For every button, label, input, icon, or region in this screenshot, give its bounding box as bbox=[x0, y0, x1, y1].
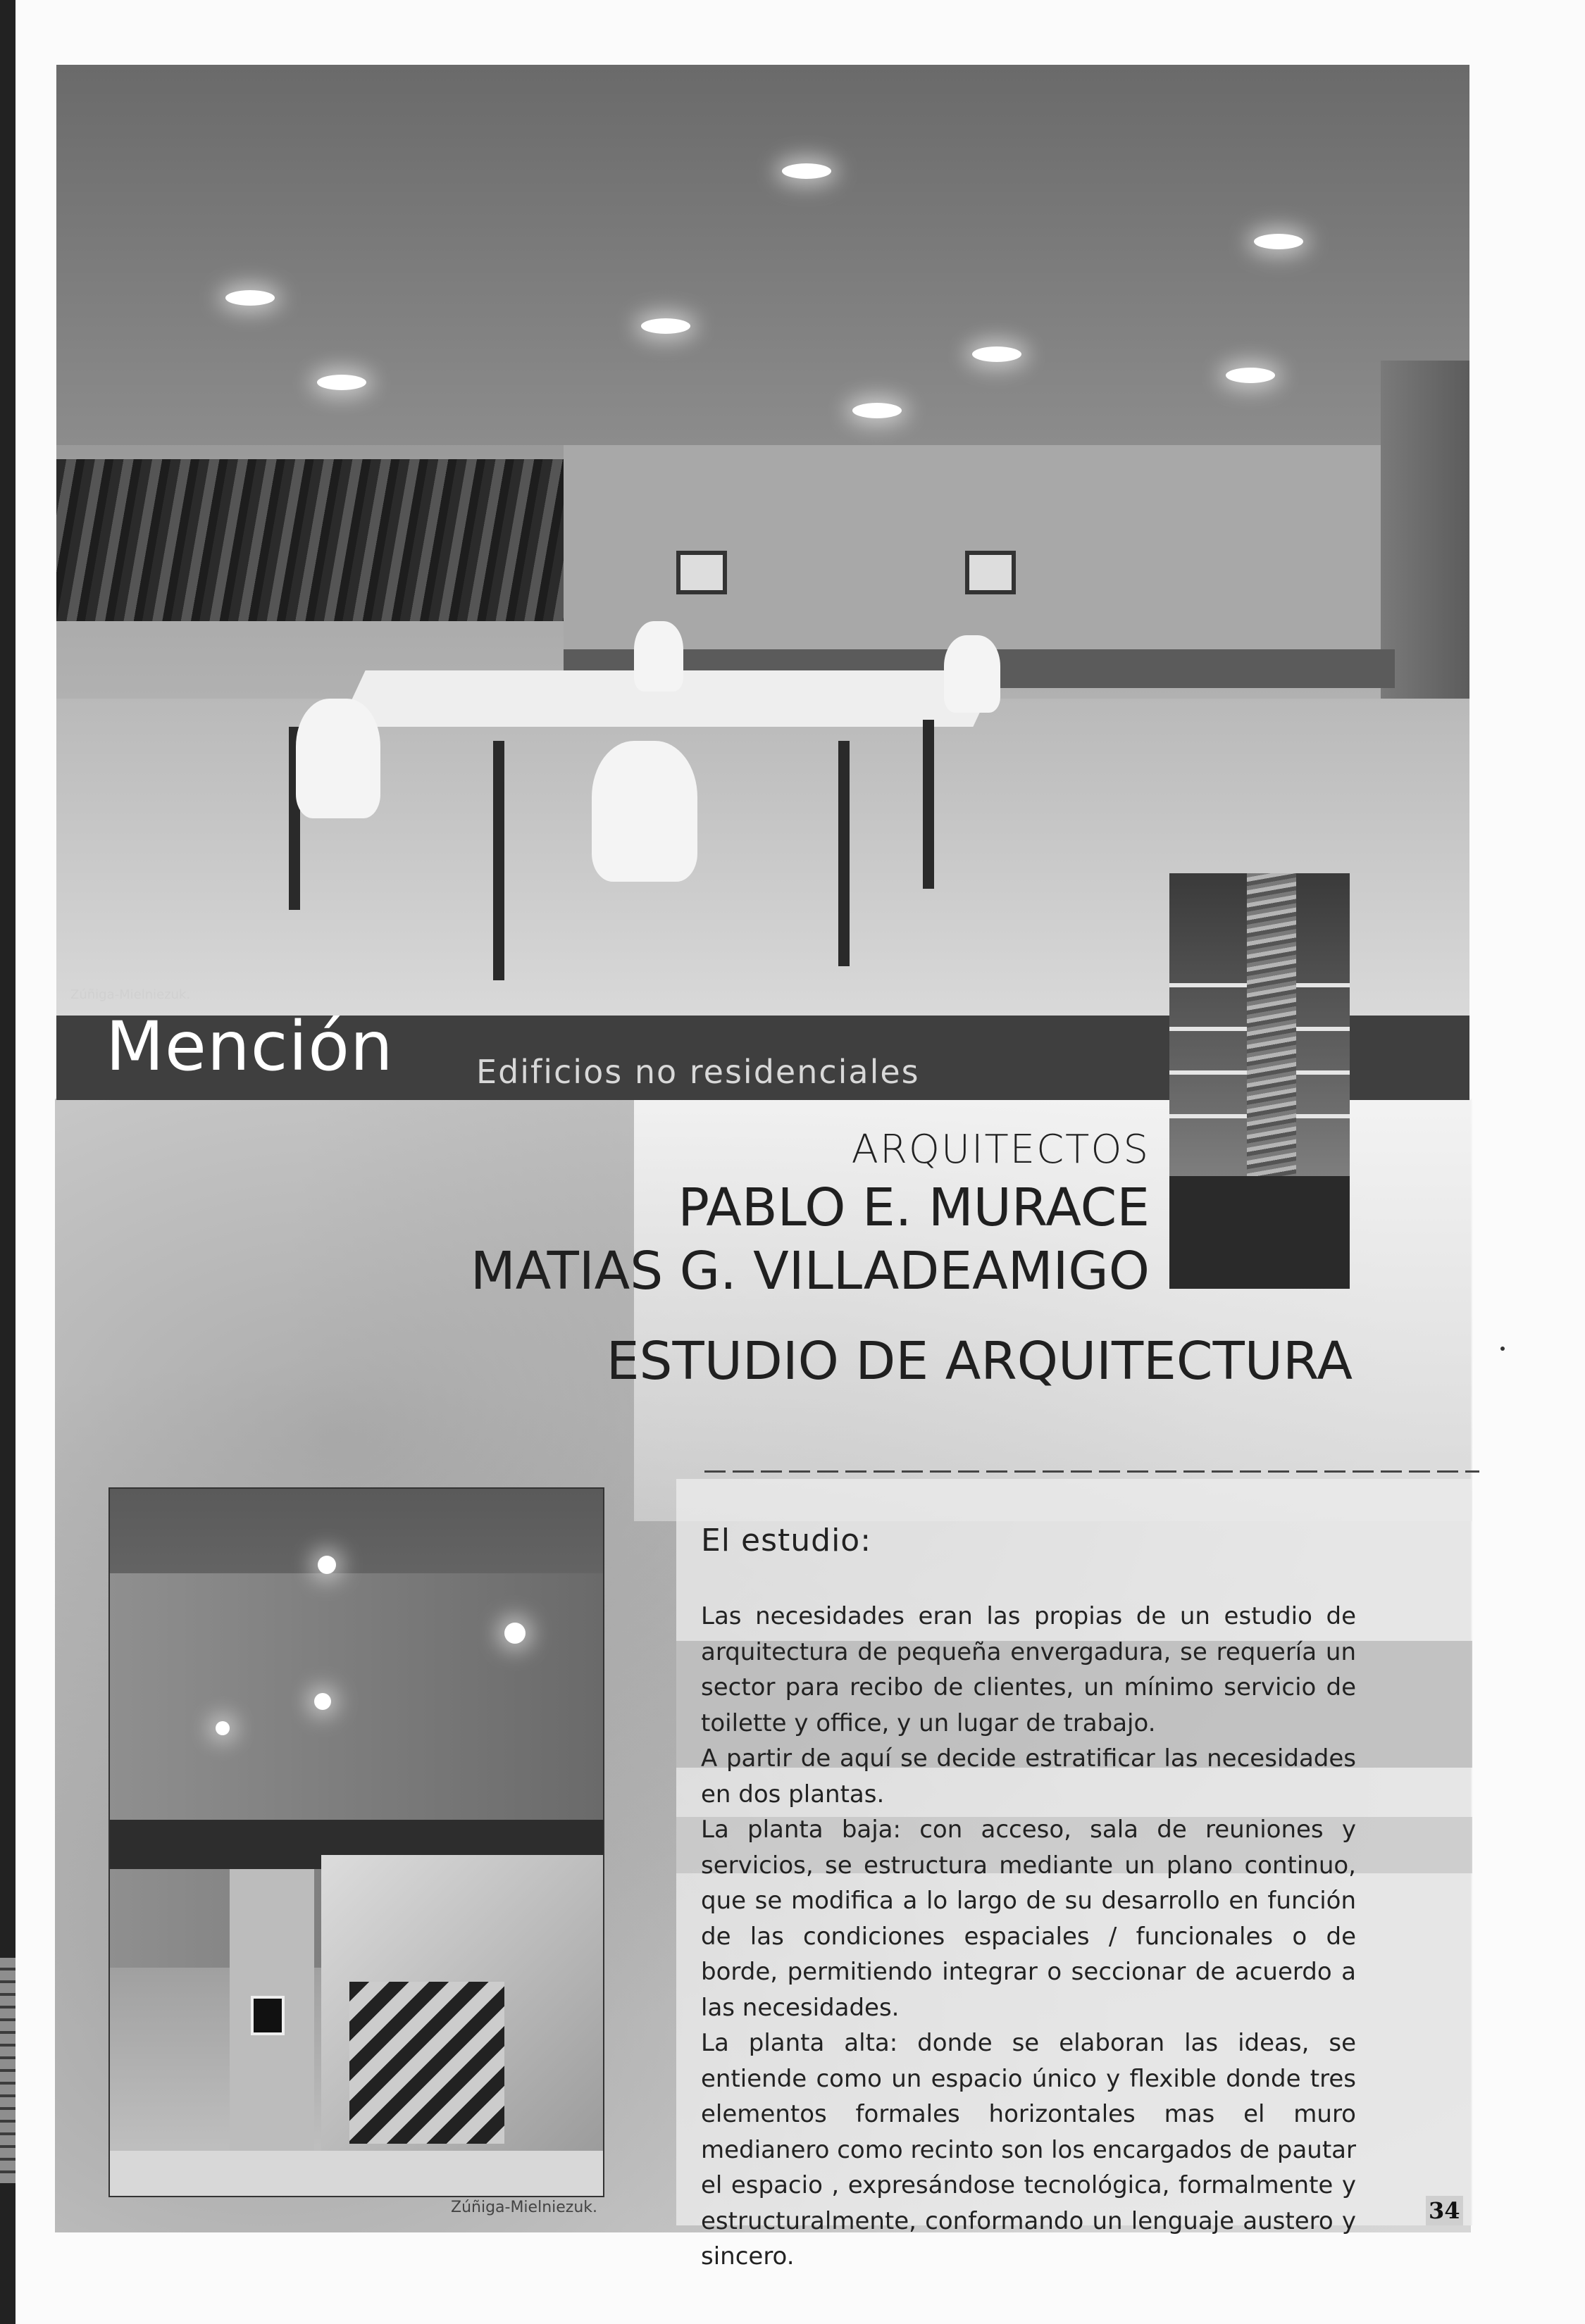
architect-name: MATIAS G. VILLADEAMIGO bbox=[470, 1241, 1150, 1301]
ceiling-light bbox=[318, 1556, 336, 1574]
table-leg bbox=[923, 720, 934, 889]
page-number: 34 bbox=[1426, 2196, 1463, 2225]
category-label: Edificios no residenciales bbox=[476, 1053, 920, 1091]
ceiling-light bbox=[314, 1693, 331, 1710]
lower-photo bbox=[108, 1487, 604, 2197]
ceiling-light bbox=[504, 1623, 526, 1644]
ceiling-light bbox=[852, 403, 902, 418]
photo-dark-block bbox=[1169, 1176, 1350, 1289]
photo-wall-box bbox=[251, 1996, 285, 2035]
project-title: ESTUDIO DE ARQUITECTURA bbox=[606, 1331, 1353, 1392]
monitor bbox=[965, 551, 1016, 594]
chair bbox=[592, 741, 697, 882]
ceiling-light bbox=[216, 1721, 230, 1735]
photo-credit: Zúñiga-Mielniezuk. bbox=[70, 987, 191, 1002]
print-speck bbox=[1500, 1347, 1505, 1351]
award-title: Mención bbox=[106, 1007, 394, 1086]
article-body bbox=[701, 1599, 1356, 2275]
ceiling-light bbox=[972, 346, 1021, 362]
ceiling-light bbox=[1226, 368, 1275, 383]
ceiling-light bbox=[1254, 234, 1303, 249]
photo-ceiling bbox=[56, 65, 1469, 445]
tree-trunk bbox=[1247, 873, 1296, 1176]
table-leg bbox=[838, 741, 850, 966]
chair bbox=[296, 699, 380, 818]
paragraph: Las necesidades eran las propias de un estudio de arquitectura de pequeña envergadura, se requería un sector para recibo de clientes, un mínimo servicio de toilette y office, y un lugar de trabajo. bbox=[701, 1602, 1356, 1737]
section-heading: El estudio: bbox=[701, 1523, 872, 1558]
photo-stairs bbox=[349, 1982, 504, 2144]
paragraph: La planta alta: donde se elaboran las ideas, se entiende como un espacio único y flexible donde tres elementos formales horizontales mas el muro medianero como recinto son los encargados de pautar el espacio , expresándose tecnológica, formalmente y estructuralmente, conformando un lenguaje austero y sincero. bbox=[701, 2029, 1356, 2270]
secondary-photo bbox=[1169, 873, 1350, 1289]
architects-label: ARQUITECTOS bbox=[851, 1127, 1150, 1173]
binding-marks bbox=[0, 1958, 15, 2183]
ceiling-light bbox=[317, 375, 366, 390]
chair bbox=[634, 621, 683, 692]
architect-name: PABLO E. MURACE bbox=[678, 1177, 1150, 1238]
monitor bbox=[676, 551, 727, 594]
divider-rule bbox=[704, 1470, 1479, 1473]
photo-credit: Zúñiga-Mielniezuk. bbox=[451, 2199, 598, 2216]
paragraph: La planta baja: con acceso, sala de reuniones y servicios, se estructura mediante un plano continuo, que se modifica a lo largo de su desarrollo en función de las condiciones espaciales / funcionales o de borde, permitiendo integrar o seccionar de acuerdo a las necesidades. bbox=[701, 1816, 1356, 2022]
table-leg bbox=[493, 741, 504, 980]
ceiling-light bbox=[641, 318, 690, 334]
photo-window bbox=[56, 459, 564, 621]
ceiling-light bbox=[225, 290, 275, 306]
ceiling-light bbox=[782, 163, 831, 179]
photo-floor bbox=[110, 2151, 603, 2196]
chair bbox=[944, 635, 1000, 713]
paragraph: A partir de aquí se decide estratificar las necesidades en dos plantas. bbox=[701, 1744, 1356, 1808]
